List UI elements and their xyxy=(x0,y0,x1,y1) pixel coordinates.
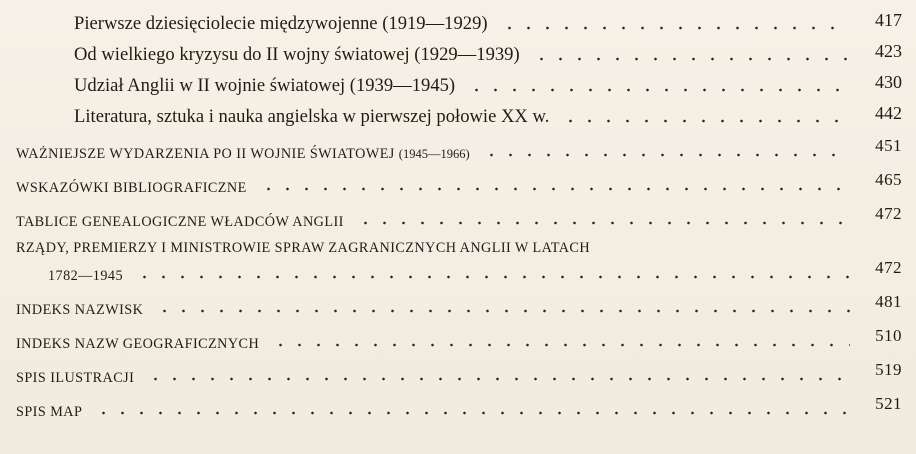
toc-entry-page: 442 xyxy=(875,103,902,123)
dot-leader xyxy=(271,333,850,349)
toc-entry-title-main: WAŻNIEJSZE WYDARZENIA PO II WOJNIE ŚWIATOWEJ xyxy=(16,145,395,162)
toc-entry-page: 465 xyxy=(875,170,902,189)
toc-entry xyxy=(0,70,916,101)
toc-entry-title: INDEKS NAZW GEOGRAFICZNYCH xyxy=(16,335,260,352)
dot-leader xyxy=(259,177,850,193)
toc-entry-page: 451 xyxy=(875,136,902,155)
toc-entry-title xyxy=(16,147,470,166)
toc-entry xyxy=(0,101,916,132)
toc-entry-title: Literatura, sztuka i nauka angielska w pierwszej połowie XX w. xyxy=(74,106,550,128)
dot-leader xyxy=(532,47,850,63)
toc-entry-title: SPIS ILUSTRACJI xyxy=(16,369,135,386)
toc-entry xyxy=(0,288,916,322)
toc-entry-page: 423 xyxy=(875,41,902,61)
dot-leader xyxy=(155,299,850,315)
toc-entry-page: 417 xyxy=(875,10,902,30)
toc-entry xyxy=(0,322,916,356)
toc-entry-title-line-2: 1782—1945 xyxy=(48,267,123,284)
toc-entry-page: 472 xyxy=(875,204,902,223)
dot-leader xyxy=(561,109,850,125)
toc-entry xyxy=(0,200,916,234)
toc-entry-page: 481 xyxy=(875,292,902,311)
toc-entry xyxy=(0,390,916,424)
toc-entry-page: 521 xyxy=(875,394,902,413)
toc-entry-title: Od wielkiego kryzysu do II wojny światowej (1929—1939) xyxy=(74,44,520,66)
dot-leader xyxy=(482,143,850,159)
toc-entry-page: 430 xyxy=(875,72,902,92)
toc-entry-title: TABLICE GENEALOGICZNE WŁADCÓW ANGLII xyxy=(16,213,344,230)
toc-entry xyxy=(0,166,916,200)
toc-entry-title: SPIS MAP xyxy=(16,403,83,420)
toc-entry xyxy=(0,132,916,166)
dot-leader xyxy=(356,211,850,227)
toc-entry-title-line-1: RZĄDY, PREMIERZY I MINISTROWIE SPRAW ZAGRANICZNYCH ANGLII W LATACH xyxy=(16,239,591,256)
toc-entry-title: Udział Anglii w II wojnie światowej (1939—1945) xyxy=(74,75,456,97)
dot-leader xyxy=(500,16,850,32)
dot-leader xyxy=(467,78,850,94)
toc-entry-page: 519 xyxy=(875,360,902,379)
toc-entry-title: WSKAZÓWKI BIBLIOGRAFICZNE xyxy=(16,179,247,196)
toc-entry-page: 472 xyxy=(875,258,902,277)
toc-entry xyxy=(0,356,916,390)
dot-leader xyxy=(94,401,850,417)
toc-entry-title: Pierwsze dziesięciolecie międzywojenne (1919—1929) xyxy=(74,13,488,35)
toc-entry-title: INDEKS NAZWISK xyxy=(16,301,144,318)
dot-leader xyxy=(146,367,850,383)
toc-entry-page: 510 xyxy=(875,326,902,345)
toc-entry xyxy=(0,8,916,39)
toc-entry xyxy=(0,39,916,70)
dot-leader xyxy=(135,265,850,281)
toc-entry-title-suffix: (1945—1966) xyxy=(398,146,470,161)
toc-entry xyxy=(0,234,916,288)
